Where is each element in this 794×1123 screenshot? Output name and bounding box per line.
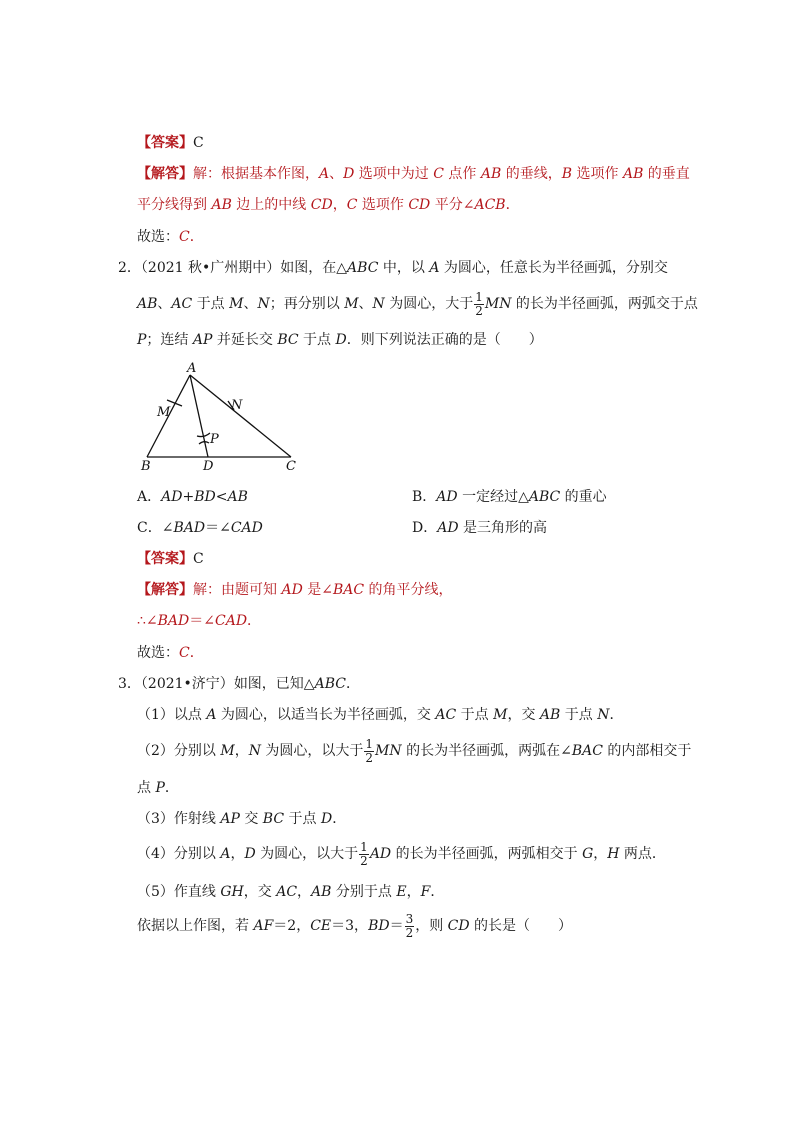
text: ． (345, 676, 360, 692)
fraction (474, 291, 484, 318)
q1-conclusion (137, 227, 204, 247)
var: AB (539, 707, 561, 723)
text: ＝3， (331, 918, 369, 934)
var: AD (281, 582, 303, 598)
var: N (372, 296, 385, 312)
text: 的垂线， (501, 166, 562, 182)
var: N (248, 743, 261, 759)
numerator: 3 (405, 911, 414, 926)
text: ，交 (243, 884, 277, 900)
text: 于点 (456, 707, 494, 723)
denominator: 2 (405, 925, 414, 940)
var: AB (137, 296, 158, 312)
text: ．则下列说法正确的是（ ） (346, 332, 543, 348)
denominator: 2 (475, 303, 483, 318)
var: BAD (157, 613, 190, 629)
q2-stem-line2 (137, 290, 698, 318)
text: （5）作直线 (137, 884, 221, 900)
text: 于点 (284, 811, 321, 827)
var: B (561, 166, 573, 182)
q3-step2 (137, 737, 691, 765)
text: ， (332, 197, 347, 213)
var: AF (253, 918, 274, 934)
var: C (179, 229, 190, 245)
var: G (582, 846, 594, 862)
var: A (429, 260, 440, 276)
text: 的长是（ ） (469, 918, 573, 934)
var: A (220, 846, 231, 862)
var: AC (171, 296, 193, 312)
var: AD (437, 520, 459, 536)
text: （1）以点 (137, 707, 207, 723)
var: N (597, 707, 610, 723)
q2-option-a (137, 487, 248, 507)
var: ACB (474, 197, 506, 213)
var: CAD (215, 613, 248, 629)
label-m: M (157, 405, 171, 420)
q2-option-c (137, 518, 263, 538)
text: ． (505, 197, 520, 213)
text: 的长为半径画弧，两弧交于点 (511, 296, 698, 312)
q2-answer (137, 549, 204, 569)
numerator: 1 (360, 839, 368, 854)
text: 是∠ (302, 582, 333, 598)
var: ABC (528, 489, 561, 505)
text: 的内部相交于 (602, 743, 692, 759)
text: （4）分别以 (137, 846, 221, 862)
text: ；连结 (146, 332, 193, 348)
text: 中，以 (378, 260, 430, 276)
text: ＝∠ (205, 520, 231, 536)
text: 为圆心，任意长为半径画弧，分别交 (439, 260, 668, 276)
text: 、 (358, 296, 373, 312)
text: 的角平分线， (364, 582, 453, 598)
question-number: 2． (118, 260, 141, 276)
text: 选项作 (357, 197, 409, 213)
fraction (364, 738, 374, 765)
var: D (320, 811, 333, 827)
text: 于点 (192, 296, 230, 312)
var: H (607, 846, 620, 862)
var: CD (310, 197, 333, 213)
text: 于点 (560, 707, 598, 723)
var: CD (447, 918, 470, 934)
var: AC (435, 707, 457, 723)
var: BD (194, 489, 216, 505)
var: CAD (230, 520, 263, 536)
text: 的长为半径画弧，两弧相交于 (391, 846, 583, 862)
var: A (319, 166, 330, 182)
text: 并延长交 (212, 332, 278, 348)
var: M (493, 707, 508, 723)
arc-mark-p2 (199, 442, 209, 444)
q1-analysis-line1 (137, 164, 690, 184)
text: 是三角形的高 (458, 520, 548, 536)
var: P (137, 332, 147, 348)
text: D． (412, 520, 438, 536)
text: 分别于点 (331, 884, 397, 900)
text: 点作 (443, 166, 481, 182)
text: （3）作射线 (137, 811, 221, 827)
var: AP (192, 332, 213, 348)
var: AB (622, 166, 644, 182)
numerator: 1 (365, 736, 374, 751)
text: 、 (329, 166, 344, 182)
answer-label: 【答案】 (137, 551, 193, 567)
text: 两点． (619, 846, 666, 862)
text: ；再分别以 (269, 296, 345, 312)
text: ，交 (507, 707, 540, 723)
q3-stem (118, 674, 360, 694)
var: AC (276, 884, 298, 900)
text: 、 (243, 296, 258, 312)
var: P (155, 780, 165, 796)
q1-analysis-line2 (137, 195, 520, 215)
var: E (396, 884, 407, 900)
q3-step5 (137, 882, 444, 902)
q2-option-d (412, 518, 547, 538)
var: D (335, 332, 347, 348)
var: AD (436, 489, 458, 505)
text: 、 (157, 296, 172, 312)
var: N (257, 296, 270, 312)
text: ∴∠ (137, 613, 158, 629)
text: 选项中为过 (354, 166, 434, 182)
denominator: 2 (360, 853, 368, 868)
text: 解：根据基本作图， (193, 166, 319, 182)
text: 边上的中线 (231, 197, 311, 213)
text: ． (609, 707, 624, 723)
fraction (359, 841, 369, 868)
text: ＝∠ (189, 613, 215, 629)
question-number: 3． (118, 676, 141, 692)
var: A (206, 707, 217, 723)
answer-value: C (193, 135, 204, 151)
q3-step3 (137, 809, 346, 829)
text: 平分∠ (430, 197, 475, 213)
var: CE (310, 918, 332, 934)
text: 选项作 (572, 166, 623, 182)
label-a: A (187, 362, 197, 376)
text: 交 (239, 811, 263, 827)
text: 如图，已知△ (233, 676, 315, 692)
text: 点 (137, 780, 156, 796)
var: AD (369, 846, 392, 862)
var: BD (368, 918, 390, 934)
q1-answer (137, 133, 204, 153)
var: D (244, 846, 256, 862)
label-c: C (286, 459, 296, 474)
var: D (343, 166, 355, 182)
var: BAD (173, 520, 206, 536)
var: BC (262, 811, 285, 827)
var: C (346, 197, 358, 213)
answer-label: 【答案】 (137, 135, 193, 151)
question-source: （2021•济宁） (140, 676, 234, 692)
var: MN (484, 296, 512, 312)
q2-analysis (137, 580, 453, 600)
text: （2）分别以 (137, 743, 221, 759)
text: ， (234, 743, 249, 759)
text: 一定经过△ (457, 489, 529, 505)
text: ， (593, 846, 608, 862)
text: ． (189, 229, 204, 245)
var: ABC (347, 260, 379, 276)
text: ， (297, 884, 312, 900)
q2-therefore (137, 611, 261, 631)
text: ． (430, 884, 445, 900)
numerator: 1 (475, 289, 483, 304)
analysis-label: 【解答】 (137, 582, 193, 598)
var: AB (311, 884, 332, 900)
q3-step4 (137, 840, 666, 868)
text: ，则 (415, 918, 448, 934)
text: ， (406, 884, 421, 900)
triangle-figure (130, 362, 330, 474)
var: BAC (571, 743, 603, 759)
answer-value: C (193, 551, 204, 567)
var: M (344, 296, 359, 312)
text: 为圆心，大于 (384, 296, 474, 312)
text: 为圆心，以大于 (260, 743, 364, 759)
text: < (215, 489, 228, 505)
var: M (229, 296, 244, 312)
text: A． (137, 489, 162, 505)
fraction (405, 913, 415, 940)
var: MN (375, 743, 402, 759)
text: ． (164, 780, 179, 796)
var: M (220, 743, 235, 759)
var: AB (480, 166, 502, 182)
text: 的垂直 (643, 166, 690, 182)
label-p: P (210, 432, 219, 447)
question-source: （2021 秋•广州期中） (140, 260, 281, 276)
q3-step2-cont (137, 778, 179, 798)
denominator: 2 (365, 750, 374, 765)
q2-option-b (412, 487, 607, 507)
text: ， (230, 846, 245, 862)
q3-step1 (137, 705, 623, 725)
label-d: D (203, 459, 214, 474)
text: 故选： (137, 229, 179, 245)
text: C．∠ (137, 520, 174, 536)
text: 故选： (137, 645, 179, 661)
var: BAC (332, 582, 365, 598)
q2-conclusion (137, 643, 204, 663)
text: ＝ (389, 918, 404, 934)
var: BC (277, 332, 299, 348)
var: ABC (314, 676, 346, 692)
text: 为圆心，以大于 (255, 846, 359, 862)
text: B． (412, 489, 437, 505)
q2-stem-line3 (137, 330, 543, 350)
var: AP (220, 811, 240, 827)
text: 于点 (298, 332, 336, 348)
text: ． (332, 811, 347, 827)
text: 为圆心，以适当长为半径画弧，交 (216, 707, 436, 723)
label-n: N (231, 398, 243, 413)
text: 平分线得到 (137, 197, 212, 213)
text: 依据以上作图，若 (137, 918, 254, 934)
var: AD (161, 489, 183, 505)
text: ． (189, 645, 204, 661)
var: AB (227, 489, 248, 505)
var: C (433, 166, 444, 182)
var: F (420, 884, 431, 900)
analysis-label: 【解答】 (137, 166, 193, 182)
var: AB (211, 197, 232, 213)
var: C (179, 645, 190, 661)
text: 的重心 (560, 489, 607, 505)
text: ＝2， (273, 918, 311, 934)
text: ． (247, 613, 262, 629)
text: 解：由题可知 (193, 582, 282, 598)
text: 的长为半径画弧，两弧在∠ (401, 743, 572, 759)
q2-stem-line1 (118, 258, 668, 278)
text: 如图，在△ (280, 260, 348, 276)
label-b: B (141, 459, 151, 474)
var: CD (408, 197, 431, 213)
q3-final (137, 912, 572, 940)
text: + (182, 489, 195, 505)
var: GH (220, 884, 244, 900)
